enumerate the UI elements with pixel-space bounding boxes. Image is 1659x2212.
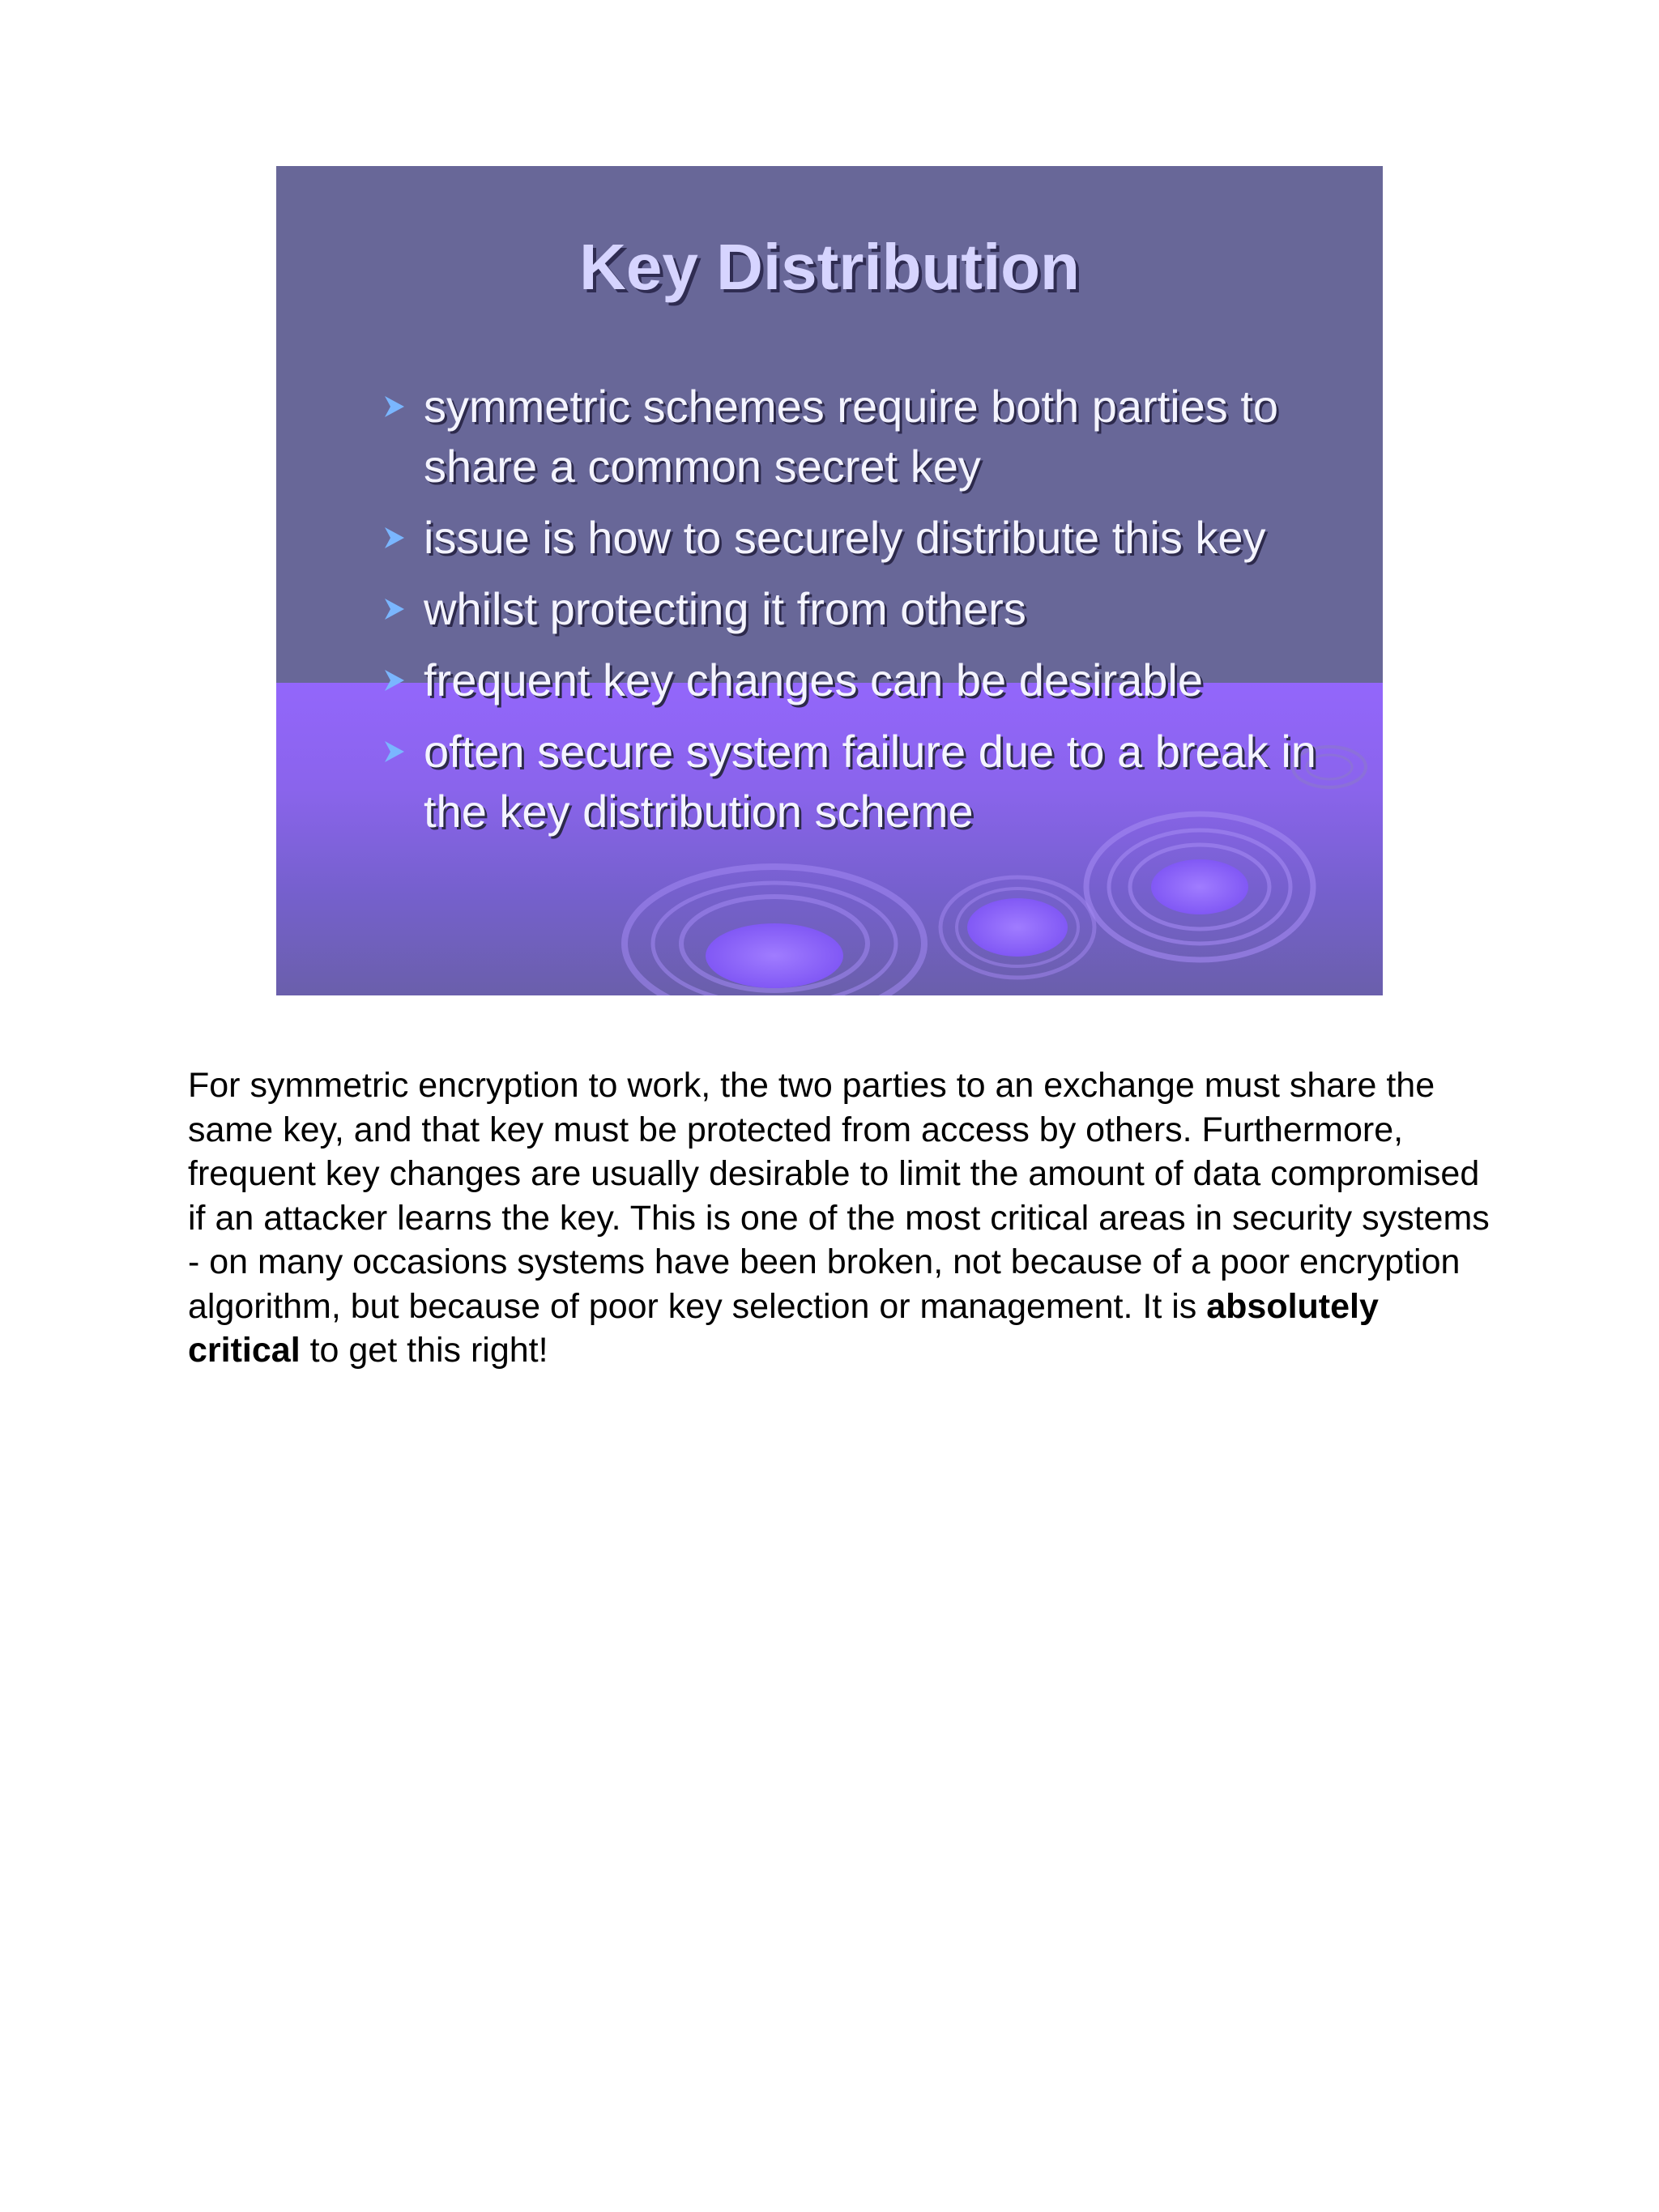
notes-emphasis: absolutely critical (188, 1286, 1379, 1370)
arrowhead-bullet-icon (383, 739, 406, 764)
slide (276, 166, 1383, 995)
bullet-item (383, 722, 1355, 842)
bullet-item (383, 508, 1355, 568)
arrowhead-bullet-icon (383, 394, 406, 419)
bullet-text: symmetric schemes require both parties to share a common secret key (424, 381, 1279, 492)
slide-title: Key Distribution (579, 231, 1080, 303)
bullet-item (383, 579, 1355, 639)
notes-text: For symmetric encryption to work, the two parties to an exchange must share the same key, and that key must be protected from access by others. Furthermore, frequent key changes are usually desirable to limit the amount of data compromised if an attacker learns the key. This is one of the most critical areas in security systems - on many occasions systems have been broken, not because of a poor encryption algorithm, but because of poor key selection or management. It is (188, 1066, 1490, 1326)
bullet-text: frequent key changes can be desirable (424, 654, 1203, 705)
bullet-text: issue is how to securely distribute this key (424, 512, 1266, 563)
bullet-list (383, 377, 1355, 853)
arrowhead-bullet-icon (383, 526, 406, 550)
arrowhead-bullet-icon (383, 668, 406, 693)
bullet-item (383, 377, 1355, 497)
bullet-item (383, 650, 1355, 710)
bullet-text: often secure system failure due to a break in the key distribution scheme (424, 726, 1316, 837)
bullet-text: whilst protecting it from others (424, 583, 1026, 634)
arrowhead-bullet-icon (383, 597, 406, 621)
speaker-notes (188, 1063, 1500, 1373)
notes-text-end: to get this right! (300, 1331, 548, 1370)
